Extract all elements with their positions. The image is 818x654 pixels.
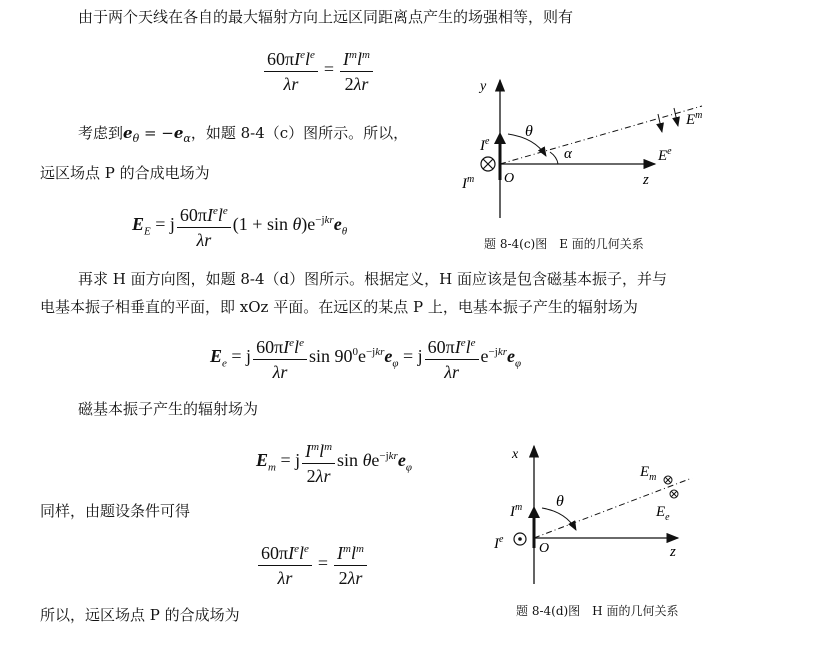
equation-combined-e-field: $E_E = j$ $\frac{60\pi I^el^e}{\lambda r}$ $(1 + \sin \theta)e^{-jkr}e_\theta$ xyxy=(132,200,347,251)
theta-arc xyxy=(542,508,576,530)
alpha-label: α xyxy=(564,146,572,162)
caption-figure-c: 题 8-4(c)图 E 面的几何关系 xyxy=(484,237,644,251)
ee-label: $E_e$ xyxy=(656,504,670,523)
z-axis-label: z xyxy=(643,172,649,188)
theta-label: θ xyxy=(525,123,533,140)
alpha-arc xyxy=(550,152,558,164)
im-label: $I^m$ xyxy=(510,502,523,520)
paragraph-combined-field: 所以，远区场点 P 的合成场为 xyxy=(40,606,240,624)
paragraph-far-field-p: 远区场点 P 的合成电场为 xyxy=(40,164,210,182)
theta-label: θ xyxy=(556,493,564,510)
equation-equal-fields-1: $\frac{60\pi I^el^e}{\lambda r}$ = $\frac{I^ml^m}{2\lambda r}$ xyxy=(262,44,375,95)
ee-label: $E^e$ xyxy=(658,146,672,164)
paragraph-magnetic-dipole: 磁基本振子产生的辐射场为 xyxy=(78,400,259,418)
em-arrow-2 xyxy=(674,108,678,126)
ie-label: Ie xyxy=(494,534,504,552)
figure-e-plane-geometry xyxy=(440,68,740,228)
ie-label: Ie xyxy=(480,136,490,154)
em-label: $E_m$ xyxy=(640,464,657,483)
em-arrow-1 xyxy=(658,114,662,132)
paragraph-consider: 考虑到$e_\theta = -e_\alpha$，如题 8-4（c）图所示。所以， xyxy=(78,124,409,145)
equation-electric-dipole-field: $E_e = j$ $\frac{60\pi I^el^e}{\lambda r}$ $\sin 90^0e^{-jkr}e_\varphi = j$ $\frac{60\pi I^el^e}{\lambda r}$ $e^{-jkr}e_\varphi$ xyxy=(210,332,521,383)
y-axis-label: y xyxy=(480,79,487,94)
equation-equal-fields-2: $\frac{60\pi I^el^e}{\lambda r}$ = $\frac{I^ml^m}{2\lambda r}$ xyxy=(256,538,369,589)
caption-figure-d: 题 8-4(d)图 H 面的几何关系 xyxy=(516,604,679,618)
x-axis-label: x xyxy=(512,447,519,462)
paragraph-xoz-plane: 电基本振子相垂直的平面，即 xOz 平面。在远区的某点 P 上，电基本振子产生的辐射场为 xyxy=(40,298,638,316)
z-axis-label: z xyxy=(670,544,676,560)
equation-magnetic-dipole-field: $E_m = j$ $\frac{I^ml^m}{2\lambda r}$ $\sin \theta e^{-jkr}e_\varphi$ xyxy=(256,436,412,487)
origin-label: O xyxy=(504,171,515,186)
figure-h-plane-geometry xyxy=(480,436,710,586)
paragraph-intro: 由于两个天线在各自的最大辐射方向上远区同距离点产生的场强相等，则有 xyxy=(78,8,574,26)
em-label: $E^m$ xyxy=(686,110,703,128)
im-label: $I^m$ xyxy=(462,174,475,192)
paragraph-h-plane: 再求 H 面方向图，如题 8-4（d）图所示。根据定义，H 面应该是包含磁基本振子，并与 xyxy=(78,270,667,288)
paragraph-similarly: 同样，由题设条件可得 xyxy=(40,502,191,520)
origin-label: O xyxy=(539,541,550,556)
